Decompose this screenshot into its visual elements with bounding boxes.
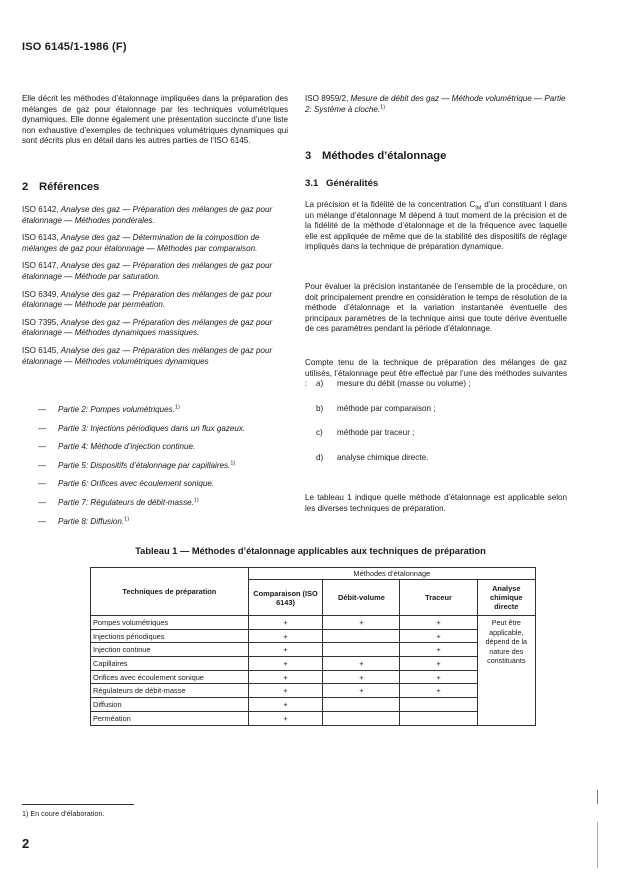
table-row — [91, 684, 536, 698]
cell-tracer: + — [400, 629, 477, 643]
reference-iso8959: ISO 8959/2, Mesure de débit des gaz — Méthode volumétrique — Partie 2: Système à cloche.$^{1)}$ — [305, 94, 566, 114]
cell-technique: Capillaires — [91, 657, 249, 671]
cell-tracer — [400, 698, 477, 712]
reference-iso6145: ISO 6145, Analyse des gaz — Préparation des mélanges de gaz pour étalonnage — Méthodes volumétriques dynamiques — [22, 345, 273, 366]
cell-technique: Injections périodiques — [91, 629, 249, 643]
column-group-header: Méthodes d’étalonnage — [248, 568, 535, 580]
part-item: — Partie 3: Injections périodiques dans un flux gazeux. — [38, 423, 246, 433]
paragraph-evaluation: Pour évaluer la précision instantanée de l’ensemble de la procédure, on doit principalement prendre en considération le temps de résolution de la méthode d’étalonnage et la variation instantanée éventuelle des principaux paramètres de la technique ainsi que toute dérive éventuelle de ces paramètres pendant la période d’étalonnage. — [305, 282, 567, 334]
cell-debit: + — [323, 684, 400, 698]
cell-comparison: + — [248, 629, 323, 643]
column-header-technique: Techniques de préparation — [91, 568, 249, 616]
method-item: b) méthode par comparaison ; — [316, 403, 436, 413]
part-item: — Partie 8: Diffusion.$^{1)}$ — [38, 515, 130, 526]
section-3-1-heading: 3.1 Généralités — [305, 178, 379, 189]
cell-technique: Pompes volumétriques — [91, 616, 249, 630]
column-header-tracer: Traceur — [400, 580, 477, 616]
cell-technique: Régulateurs de débit-masse — [91, 684, 249, 698]
cell-debit — [323, 643, 400, 657]
column-header-debit-volume: Débit-volume — [323, 580, 400, 616]
part-item: — Partie 5: Dispositifs d’étalonnage par capillaires.$^{1)}$ — [38, 460, 236, 470]
table-row — [91, 643, 536, 657]
section-3-heading: 3 Méthodes d’étalonnage — [305, 150, 447, 162]
cell-tracer: + — [400, 684, 477, 698]
document-header: ISO 6145/1-1986 (F) — [22, 41, 127, 53]
section-2-heading: 2 Références — [22, 181, 100, 193]
reference-iso7395: ISO 7395, Analyse des gaz — Préparation des mélanges de gaz pour étalonnage — Méthodes dynamiques massiques. — [22, 317, 273, 338]
method-item: a) mesure du débit (masse ou volume) ; — [316, 379, 471, 388]
footnote-separator — [22, 804, 134, 805]
cell-analysis-note: Peut être applicable, dépend de la nature des constituants — [477, 616, 535, 726]
cell-comparison: + — [248, 698, 323, 712]
table-caption: Tableau 1 — Méthodes d’étalonnage applicables aux techniques de préparation — [135, 546, 486, 556]
scan-mark — [597, 790, 598, 804]
cell-comparison: + — [248, 657, 323, 671]
intro-paragraph: Elle décrit les méthodes d’étalonnage impliquées dans la préparation des mélanges de gaz pour étalonnage par les techniques volumétriques dynamiques. Elle donne également une présentation succincte d’une liste non exhaustive d’exemples de techniques volumétriques dynamiques qui sont décrits plus en détail dans les autres parties de l’ISO 6145. — [22, 94, 288, 146]
cell-comparison: + — [248, 616, 323, 630]
calibration-methods-table — [90, 567, 536, 726]
cell-comparison: + — [248, 670, 323, 684]
reference-iso6142: ISO 6142, Analyse des gaz — Préparation des mélanges de gaz pour étalonnage — Méthodes pondérales. — [22, 205, 273, 225]
reference-iso6143: ISO 6143, Analyse des gaz — Détermination de la composition de mélanges de gaz pour étalonnage — Méthodes par comparaison. — [22, 233, 260, 253]
methods-list — [316, 379, 471, 463]
table-row — [91, 711, 536, 725]
table-row — [91, 670, 536, 684]
cell-tracer: + — [400, 616, 477, 630]
paragraph-precision: La précision et la fidélité de la concentration $C_{IM}$ d’un constituant I dans un mélange d’étalonnage M dépend à tout moment de la précision et de la fidélité de la méthode d’étalonnage et de la fréquence avec laquelle elle est appliquée de même que de la stabilité des dispositifs de réglage impliqués dans la technique de préparation dynamique. — [305, 200, 567, 252]
cell-comparison: + — [248, 711, 323, 725]
cell-debit: + — [323, 616, 400, 630]
cell-debit — [323, 711, 400, 725]
cell-comparison: + — [248, 643, 323, 657]
scan-mark — [597, 822, 598, 868]
cell-tracer: + — [400, 657, 477, 671]
reference-iso6349: ISO 6349, Analyse des gaz — Préparation des mélanges de gaz pour étalonnage — Méthode par perméation. — [22, 289, 273, 310]
table-row — [91, 657, 536, 671]
part-item: — Partie 4: Méthode d’injection continue. — [38, 442, 196, 452]
cell-technique: Injection continue — [91, 643, 249, 657]
cell-debit: + — [323, 657, 400, 671]
method-item: c) méthode par traceur ; — [316, 428, 415, 438]
cell-debit — [323, 629, 400, 643]
paragraph-table-reference: Le tableau 1 indique quelle méthode d’étalonnage est applicable selon les diverses techniques de préparation. — [305, 493, 567, 513]
table-row — [91, 698, 536, 712]
page-number: 2 — [22, 836, 30, 851]
cell-debit — [323, 698, 400, 712]
cell-tracer: + — [400, 643, 477, 657]
cell-technique: Perméation — [91, 711, 249, 725]
cell-technique: Diffusion — [91, 698, 249, 712]
part-item: — Partie 7: Régulateurs de débit-masse.$^{1)}$ — [38, 497, 199, 507]
cell-tracer — [400, 711, 477, 725]
part-item: — Partie 6: Orifices avec écoulement sonique. — [38, 479, 215, 489]
column-header-comparison: Comparaison (ISO 6143) — [248, 580, 323, 616]
paragraph-methods-intro: Compte tenu de la technique de préparation des mélanges de gaz utilisés, l’étalonnage peut être effectué par l’une des méthodes suivantes : — [305, 358, 567, 389]
iso6145-parts-list — [38, 405, 288, 527]
cell-comparison: + — [248, 684, 323, 698]
references-list — [22, 205, 288, 370]
cell-technique: Orifices avec écoulement sonique — [91, 670, 249, 684]
part-item: — Partie 2: Pompes volumétriques.$^{1)}$ — [38, 404, 180, 414]
method-item: d) analyse chimique directe. — [316, 452, 429, 462]
footnote: 1) En coure d’élaboration. — [22, 809, 105, 818]
column-header-analysis: Analyse chimique directe — [477, 580, 535, 616]
cell-debit: + — [323, 670, 400, 684]
table-row — [91, 629, 536, 643]
cell-tracer: + — [400, 670, 477, 684]
table-row — [91, 616, 536, 630]
reference-iso6147: ISO 6147, Analyse des gaz — Préparation des mélanges de gaz pour étalonnage — Méthode par saturation. — [22, 261, 273, 281]
